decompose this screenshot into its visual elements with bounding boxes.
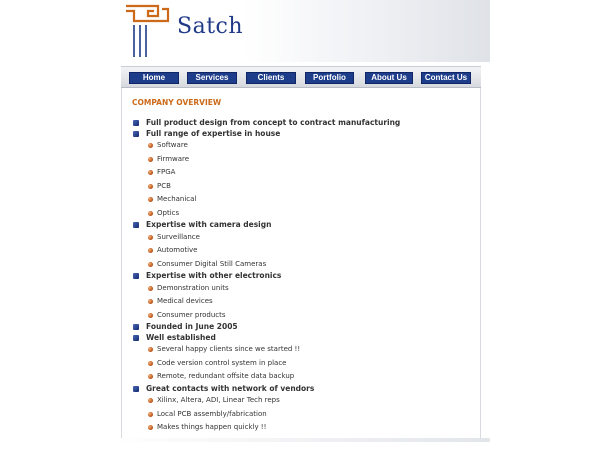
square-bullet-icon	[133, 120, 139, 126]
sub-list	[132, 343, 472, 384]
round-bullet-icon	[148, 347, 153, 352]
nav-contact-us-button[interactable]: Contact Us	[421, 72, 471, 84]
sub-list-item	[132, 207, 472, 221]
overview-item	[132, 118, 472, 129]
sub-list-item	[132, 258, 472, 272]
sub-list-item-label: Remote, redundant offsite data backup	[157, 372, 295, 380]
sub-list-item-label: Code version control system in place	[157, 358, 287, 367]
sub-list-item-label: Several happy clients since we started !!	[157, 345, 301, 353]
overview-item-label: Well established	[146, 332, 216, 342]
round-bullet-icon	[148, 313, 153, 318]
sub-list-item	[132, 139, 472, 153]
round-bullet-icon	[148, 184, 153, 189]
sub-list-item	[132, 370, 472, 384]
greek-column-logo-icon	[124, 3, 172, 59]
overview-item	[132, 322, 472, 333]
overview-item	[132, 271, 472, 322]
round-bullet-icon	[148, 398, 153, 403]
sub-list	[132, 231, 472, 272]
square-bullet-icon	[133, 386, 139, 392]
round-bullet-icon	[148, 248, 153, 253]
sub-list-item	[132, 295, 472, 309]
round-bullet-icon	[148, 211, 153, 216]
nav-about-us-button[interactable]: About Us	[365, 72, 413, 84]
square-bullet-icon	[133, 222, 139, 228]
round-bullet-icon	[148, 361, 153, 366]
sub-list-item-label: Medical devices	[157, 297, 213, 305]
round-bullet-icon	[148, 425, 153, 430]
sub-list-item-label: Automotive	[157, 246, 198, 254]
sub-list	[132, 139, 472, 220]
sub-list-item-label: Optics	[157, 208, 180, 217]
square-bullet-icon	[133, 131, 139, 137]
sub-list-item	[132, 421, 472, 435]
overview-item-label: Founded in June 2005	[146, 322, 238, 331]
overview-list	[132, 118, 472, 435]
sub-list-item	[132, 180, 472, 194]
sub-list-item	[132, 231, 472, 245]
overview-item-row	[132, 384, 472, 395]
sub-list-item	[132, 282, 472, 296]
nav-clients-button[interactable]: Clients	[246, 72, 296, 84]
sub-list-item-label: FPGA	[157, 168, 176, 176]
nav-portfolio-button[interactable]: Portfolio	[305, 72, 354, 84]
overview-item	[132, 220, 472, 271]
sub-list-item	[132, 394, 472, 408]
overview-item-row	[132, 333, 472, 344]
sub-list-item-label: Demonstration units	[157, 283, 229, 292]
sub-list-item-label: Consumer products	[157, 310, 226, 319]
round-bullet-icon	[148, 143, 153, 148]
main-content	[121, 88, 481, 438]
main-navigation	[121, 66, 481, 88]
overview-item-label: Full range of expertise in house	[146, 128, 281, 138]
overview-item-row	[132, 271, 472, 282]
sub-list-item	[132, 357, 472, 371]
overview-item-row	[132, 322, 472, 333]
sub-list-item-label: Local PCB assembly/fabrication	[157, 409, 267, 418]
sub-list-item-label: Makes things happen quickly !!	[157, 423, 267, 431]
site-logo-text: Satch	[177, 14, 244, 39]
page	[110, 0, 490, 450]
overview-item-label: Full product design from concept to contract manufacturing	[146, 118, 401, 127]
round-bullet-icon	[148, 235, 153, 240]
sub-list-item	[132, 166, 472, 180]
square-bullet-icon	[133, 324, 139, 330]
sub-list-item	[132, 408, 472, 422]
round-bullet-icon	[148, 157, 153, 162]
round-bullet-icon	[148, 262, 153, 267]
overview-item	[132, 333, 472, 384]
sub-list-item-label: PCB	[157, 181, 171, 190]
round-bullet-icon	[148, 286, 153, 291]
header	[110, 0, 490, 62]
sub-list	[132, 394, 472, 435]
section-title: COMPANY OVERVIEW	[132, 98, 222, 107]
sub-list-item-label: Firmware	[157, 154, 190, 163]
sub-list	[132, 282, 472, 323]
footer-strip	[110, 438, 490, 442]
round-bullet-icon	[148, 374, 153, 379]
overview-item	[132, 384, 472, 435]
sub-list-item-label: Consumer Digital Still Cameras	[157, 259, 267, 268]
sub-list-item	[132, 343, 472, 357]
overview-item-label: Great contacts with network of vendors	[146, 383, 315, 393]
sub-list-item	[132, 153, 472, 167]
round-bullet-icon	[148, 299, 153, 304]
nav-services-button[interactable]: Services	[187, 72, 237, 84]
overview-item-label: Expertise with camera design	[146, 220, 272, 229]
round-bullet-icon	[148, 197, 153, 202]
overview-item-label: Expertise with other electronics	[146, 271, 282, 280]
sub-list-item	[132, 309, 472, 323]
sub-list-item-label: Xilinx, Altera, ADI, Linear Tech reps	[157, 396, 280, 404]
square-bullet-icon	[133, 273, 139, 279]
round-bullet-icon	[148, 412, 153, 417]
square-bullet-icon	[133, 335, 139, 341]
sub-list-item-label: Mechanical	[157, 195, 197, 203]
overview-item-row	[132, 220, 472, 231]
sub-list-item-label: Surveillance	[157, 232, 200, 241]
overview-item	[132, 129, 472, 221]
sub-list-item-label: Software	[157, 141, 188, 149]
overview-item-row	[132, 129, 472, 140]
overview-item-row	[132, 118, 472, 129]
sub-list-item	[132, 193, 472, 207]
sub-list-item	[132, 244, 472, 258]
nav-home-button[interactable]: Home	[129, 72, 179, 84]
round-bullet-icon	[148, 170, 153, 175]
